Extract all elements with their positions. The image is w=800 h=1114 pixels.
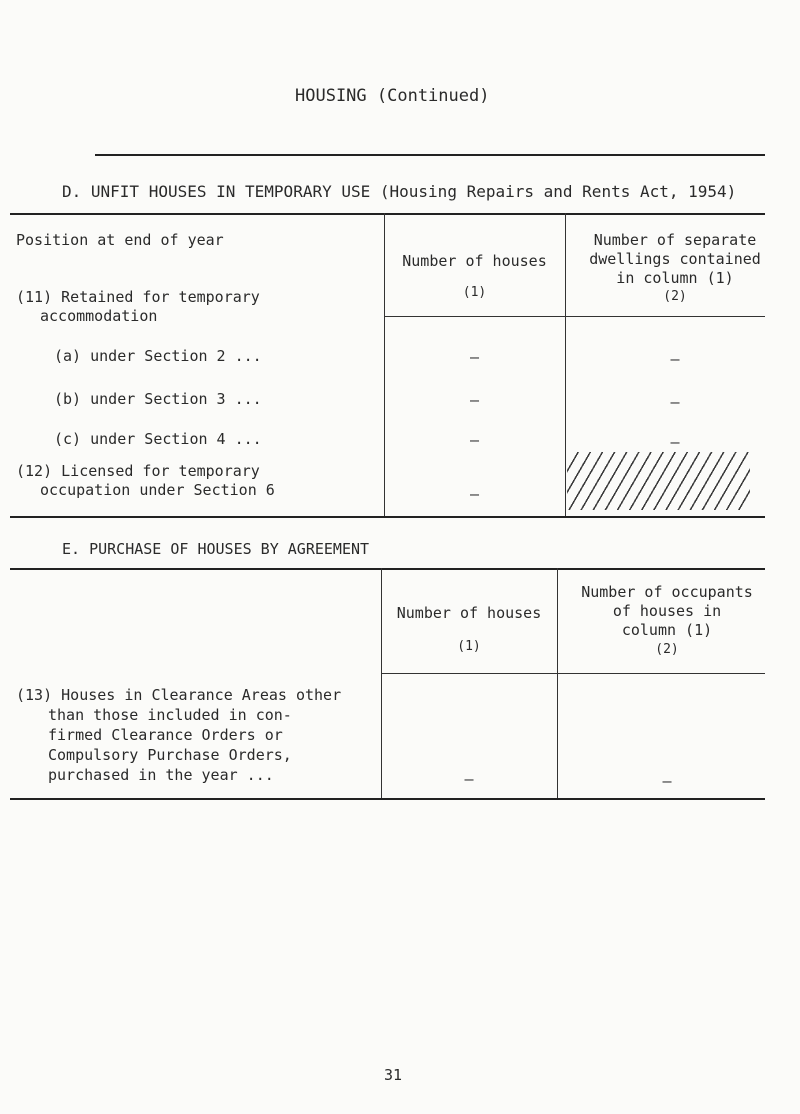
value-12-col1: –: [469, 485, 480, 503]
item-11-line2: accommodation: [40, 307, 158, 325]
value-c-col2: –: [670, 433, 680, 451]
item-a: (a) under Section 2 ...: [54, 347, 262, 365]
section-e-value-col2: –: [662, 772, 672, 790]
not-applicable-hatching: [567, 452, 750, 510]
section-d-header-rule: [10, 213, 765, 215]
item-12-line2: occupation under Section 6: [40, 481, 275, 499]
section-d-subheader-rule: [384, 316, 765, 317]
value-a-col1: –: [469, 348, 480, 366]
col2-header-line1: Number of separate: [593, 231, 757, 249]
col2-header-line2: dwellings contained: [589, 250, 761, 268]
value-b-col2: –: [670, 393, 680, 411]
col1-number: (1): [462, 285, 487, 300]
item-13-line1: (13) Houses in Clearance Areas other: [16, 686, 342, 704]
section-e-col2-header-line2: of houses in: [612, 602, 722, 620]
section-e-col2-header-line3: column (1): [621, 621, 713, 639]
item-13-line3: firmed Clearance Orders or: [48, 726, 283, 744]
item-c: (c) under Section 4 ...: [54, 430, 262, 448]
section-e-col1-border: [381, 568, 382, 800]
section-d-top-rule: [95, 154, 765, 156]
row-header: Position at end of year: [16, 231, 224, 249]
col1-header: Number of houses: [402, 252, 547, 270]
value-a-col2: –: [670, 350, 680, 368]
item-11-line1: (11) Retained for temporary: [16, 288, 260, 306]
page-title: HOUSING (Continued): [295, 86, 490, 106]
section-e-col2-number: (2): [655, 642, 679, 657]
col2-header-line3: in column (1): [616, 269, 734, 287]
item-b: (b) under Section 3 ...: [54, 390, 262, 408]
section-e-subheader-rule: [381, 673, 765, 674]
section-d-bottom-rule: [10, 516, 765, 518]
value-b-col1: –: [469, 391, 480, 409]
section-e-heading: E. PURCHASE OF HOUSES BY AGREEMENT: [62, 540, 370, 558]
item-12-line1: (12) Licensed for temporary: [16, 462, 260, 480]
section-e-value-col1: –: [464, 770, 474, 788]
section-e-col1-number: (1): [457, 639, 481, 654]
col2-number: (2): [663, 289, 687, 304]
section-d-heading: D. UNFIT HOUSES IN TEMPORARY USE (Housing Repairs and Rents Act, 1954): [62, 182, 737, 201]
item-13-line2: than those included in con-: [48, 706, 292, 724]
item-13-line4: Compulsory Purchase Orders,: [48, 746, 292, 764]
section-e-col2-header-line1: Number of occupants: [581, 583, 753, 601]
section-e-col1-header: Number of houses: [396, 604, 542, 622]
value-c-col1: –: [469, 431, 480, 449]
item-13-line5: purchased in the year ...: [48, 766, 274, 784]
page-number: 31: [384, 1066, 403, 1084]
section-e-bottom-rule: [10, 798, 765, 800]
section-e-header-rule: [10, 568, 765, 570]
